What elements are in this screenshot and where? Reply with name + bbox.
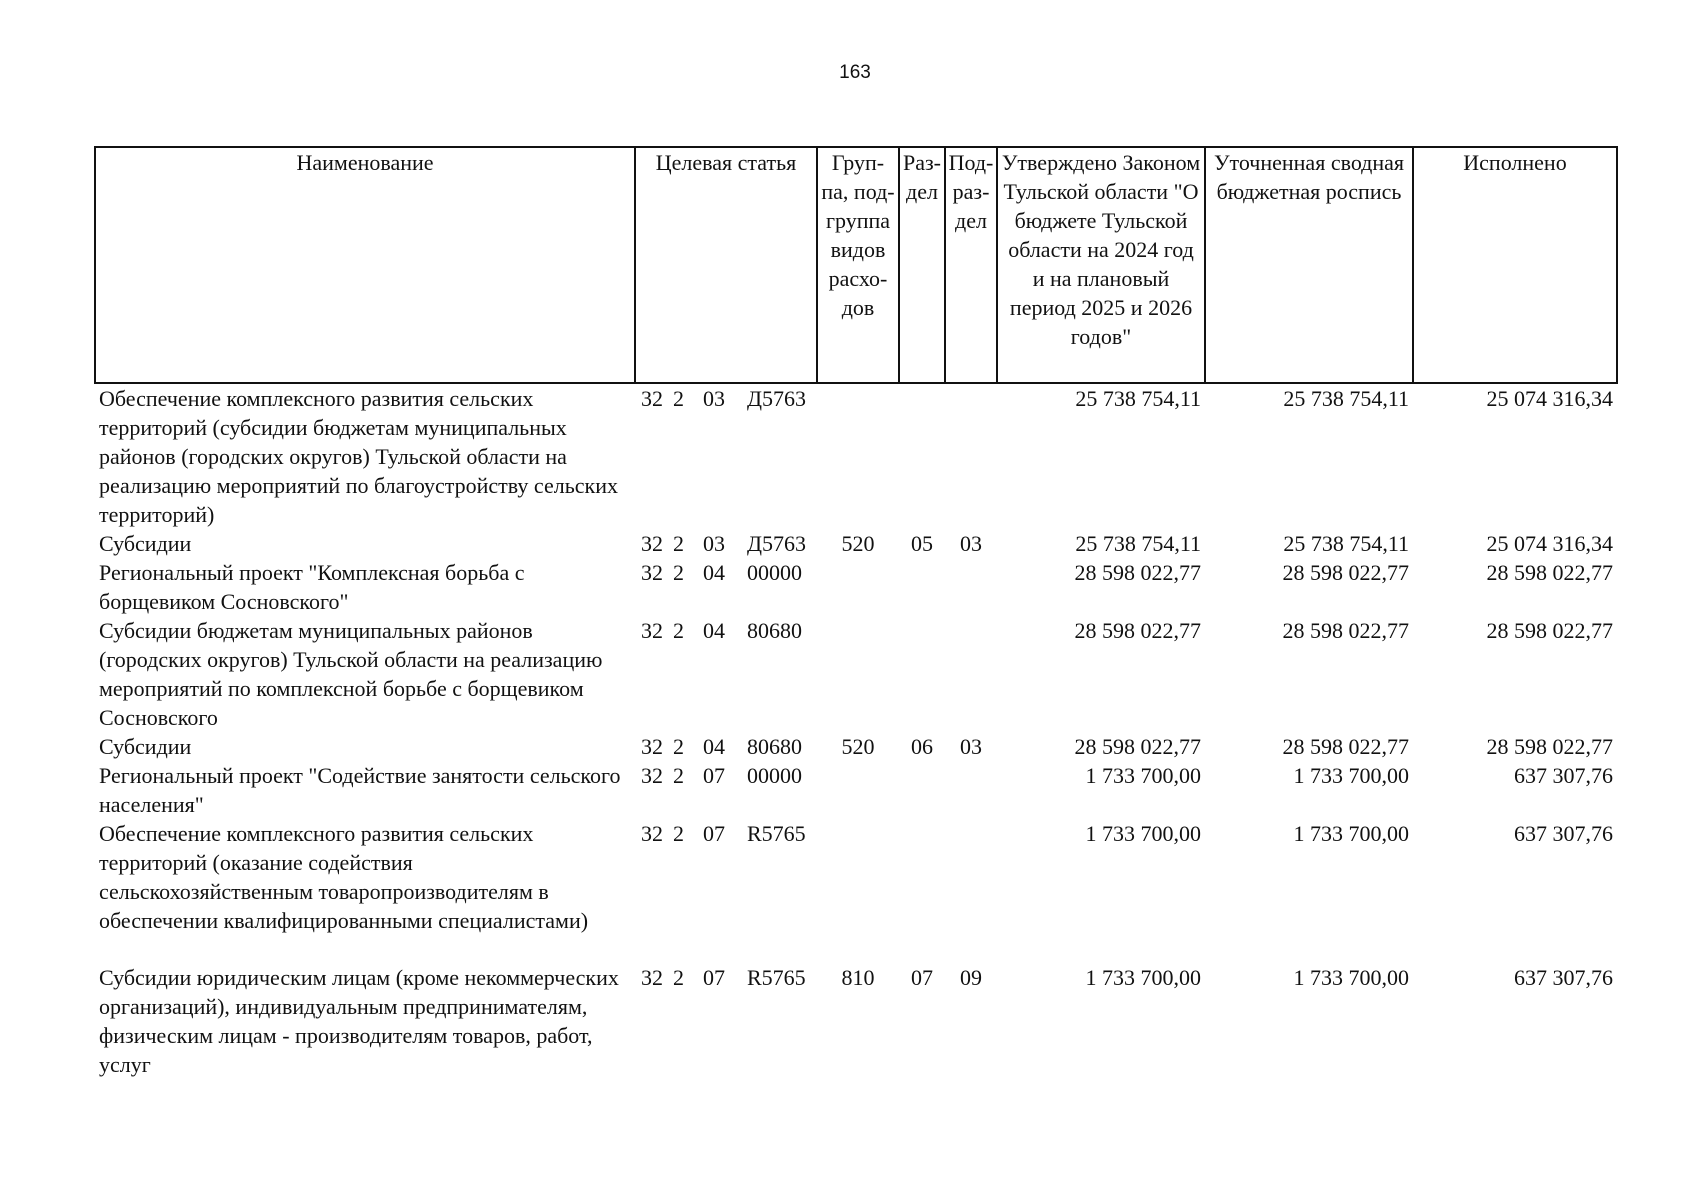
table-header-row [95, 147, 1617, 383]
row-executed: 25 074 316,34 [1486, 386, 1613, 411]
row-subsection [945, 558, 997, 616]
row-expense-group [817, 819, 899, 963]
row-refined: 28 598 022,77 [1282, 618, 1409, 643]
table-row [95, 761, 1617, 819]
row-target-article [635, 732, 817, 761]
code-direction: R5765 [747, 821, 806, 846]
table-row [95, 819, 1617, 963]
row-expense-group [817, 761, 899, 819]
row-refined: 28 598 022,77 [1282, 734, 1409, 759]
code-direction: 80680 [747, 734, 802, 759]
code-measure: 07 [703, 965, 725, 990]
code-subprogram: 2 [673, 965, 684, 990]
table-row [95, 529, 1617, 558]
code-program: 32 [641, 763, 663, 788]
row-section: 05 [911, 531, 933, 556]
row-name: Субсидии [99, 531, 192, 556]
row-approved: 1 733 700,00 [1085, 763, 1201, 788]
header-expense-group: Груп-па, под-группа видов расхо-дов [817, 147, 899, 383]
row-name: Региональный проект "Содействие занятости сельского населения" [99, 763, 621, 817]
code-subprogram: 2 [673, 763, 684, 788]
code-program: 32 [641, 531, 663, 556]
row-refined: 25 738 754,11 [1283, 386, 1409, 411]
code-measure: 04 [703, 560, 725, 585]
table-row [95, 732, 1617, 761]
row-name: Обеспечение комплексного развития сельских территорий (субсидии бюджетам муниципальных районов (городских округов) Тульской области на реализацию мероприятий по благоустройству сельских территорий) [99, 386, 618, 527]
row-target-article [635, 383, 817, 529]
row-expense-group [817, 383, 899, 529]
row-refined: 25 738 754,11 [1283, 531, 1409, 556]
table-row [95, 616, 1617, 732]
row-section: 06 [911, 734, 933, 759]
table-row [95, 963, 1617, 1079]
code-program: 32 [641, 734, 663, 759]
row-subsection: 03 [960, 734, 982, 759]
code-measure: 03 [703, 531, 725, 556]
code-measure: 07 [703, 821, 725, 846]
row-subsection [945, 383, 997, 529]
header-target-article: Целевая статья [635, 147, 817, 383]
budget-table [94, 146, 1618, 1079]
row-section [899, 616, 945, 732]
code-direction: 00000 [747, 763, 802, 788]
code-subprogram: 2 [673, 734, 684, 759]
code-measure: 04 [703, 618, 725, 643]
row-target-article [635, 963, 817, 1079]
code-program: 32 [641, 560, 663, 585]
row-expense-group: 810 [841, 965, 875, 990]
row-section [899, 761, 945, 819]
row-executed: 28 598 022,77 [1486, 560, 1613, 585]
table-row [95, 383, 1617, 529]
row-approved: 1 733 700,00 [1085, 965, 1201, 990]
row-target-article [635, 558, 817, 616]
code-program: 32 [641, 965, 663, 990]
code-direction: R5765 [747, 965, 806, 990]
row-subsection: 09 [960, 965, 982, 990]
header-approved: Утверждено Законом Тульской области "О бюджете Тульской области на 2024 год и на плановый период 2025 и 2026 годов" [997, 147, 1205, 383]
row-subsection [945, 819, 997, 963]
row-expense-group [817, 558, 899, 616]
row-name: Обеспечение комплексного развития сельских территорий (оказание содействия сельскохозяйственным товаропроизводителям в обеспечении квалифицированными специалистами) [99, 821, 589, 933]
code-measure: 07 [703, 763, 725, 788]
header-refined: Уточненная сводная бюджетная роспись [1205, 147, 1413, 383]
row-name: Региональный проект "Комплексная борьба с борщевиком Сосновского" [99, 560, 525, 614]
code-subprogram: 2 [673, 821, 684, 846]
row-executed: 28 598 022,77 [1486, 734, 1613, 759]
row-section [899, 819, 945, 963]
row-name: Субсидии юридическим лицам (кроме некоммерческих организаций), индивидуальным предпринимателям, физическим лицам - производителям товаров, работ, услуг [99, 965, 619, 1077]
row-refined: 1 733 700,00 [1293, 965, 1409, 990]
row-refined: 1 733 700,00 [1293, 763, 1409, 788]
code-program: 32 [641, 386, 663, 411]
row-target-article [635, 819, 817, 963]
budget-table-container [94, 146, 1616, 1079]
code-direction: 80680 [747, 618, 802, 643]
row-subsection [945, 616, 997, 732]
row-approved: 25 738 754,11 [1075, 386, 1201, 411]
code-subprogram: 2 [673, 560, 684, 585]
code-direction: Д5763 [747, 531, 807, 556]
row-approved: 28 598 022,77 [1074, 734, 1201, 759]
code-program: 32 [641, 821, 663, 846]
row-subsection: 03 [960, 531, 982, 556]
row-approved: 25 738 754,11 [1075, 531, 1201, 556]
row-expense-group: 520 [841, 531, 875, 556]
row-section [899, 383, 945, 529]
row-target-article [635, 616, 817, 732]
row-approved: 28 598 022,77 [1074, 618, 1201, 643]
code-subprogram: 2 [673, 531, 684, 556]
row-approved: 1 733 700,00 [1085, 821, 1201, 846]
row-target-article [635, 529, 817, 558]
row-section: 07 [911, 965, 933, 990]
row-section [899, 558, 945, 616]
header-executed: Исполнено [1413, 147, 1617, 383]
row-expense-group [817, 616, 899, 732]
row-executed: 637 307,76 [1514, 821, 1613, 846]
table-body [95, 383, 1617, 1079]
row-target-article [635, 761, 817, 819]
code-measure: 04 [703, 734, 725, 759]
row-approved: 28 598 022,77 [1074, 560, 1201, 585]
row-name: Субсидии [99, 734, 192, 759]
row-expense-group: 520 [841, 734, 875, 759]
code-subprogram: 2 [673, 618, 684, 643]
row-subsection [945, 761, 997, 819]
code-measure: 03 [703, 386, 725, 411]
row-executed: 25 074 316,34 [1486, 531, 1613, 556]
row-executed: 28 598 022,77 [1486, 618, 1613, 643]
code-direction: Д5763 [747, 386, 807, 411]
table-row [95, 558, 1617, 616]
code-subprogram: 2 [673, 386, 684, 411]
row-executed: 637 307,76 [1514, 763, 1613, 788]
row-executed: 637 307,76 [1514, 965, 1613, 990]
code-direction: 00000 [747, 560, 802, 585]
row-name: Субсидии бюджетам муниципальных районов (городских округов) Тульской области на реализацию мероприятий по комплексной борьбе с борщевиком Сосновского [99, 618, 603, 730]
row-refined: 1 733 700,00 [1293, 821, 1409, 846]
header-section: Раз-дел [899, 147, 945, 383]
page-number: 163 [839, 62, 871, 83]
code-program: 32 [641, 618, 663, 643]
header-name: Наименование [95, 147, 635, 383]
header-subsection: Под-раз-дел [945, 147, 997, 383]
row-refined: 28 598 022,77 [1282, 560, 1409, 585]
